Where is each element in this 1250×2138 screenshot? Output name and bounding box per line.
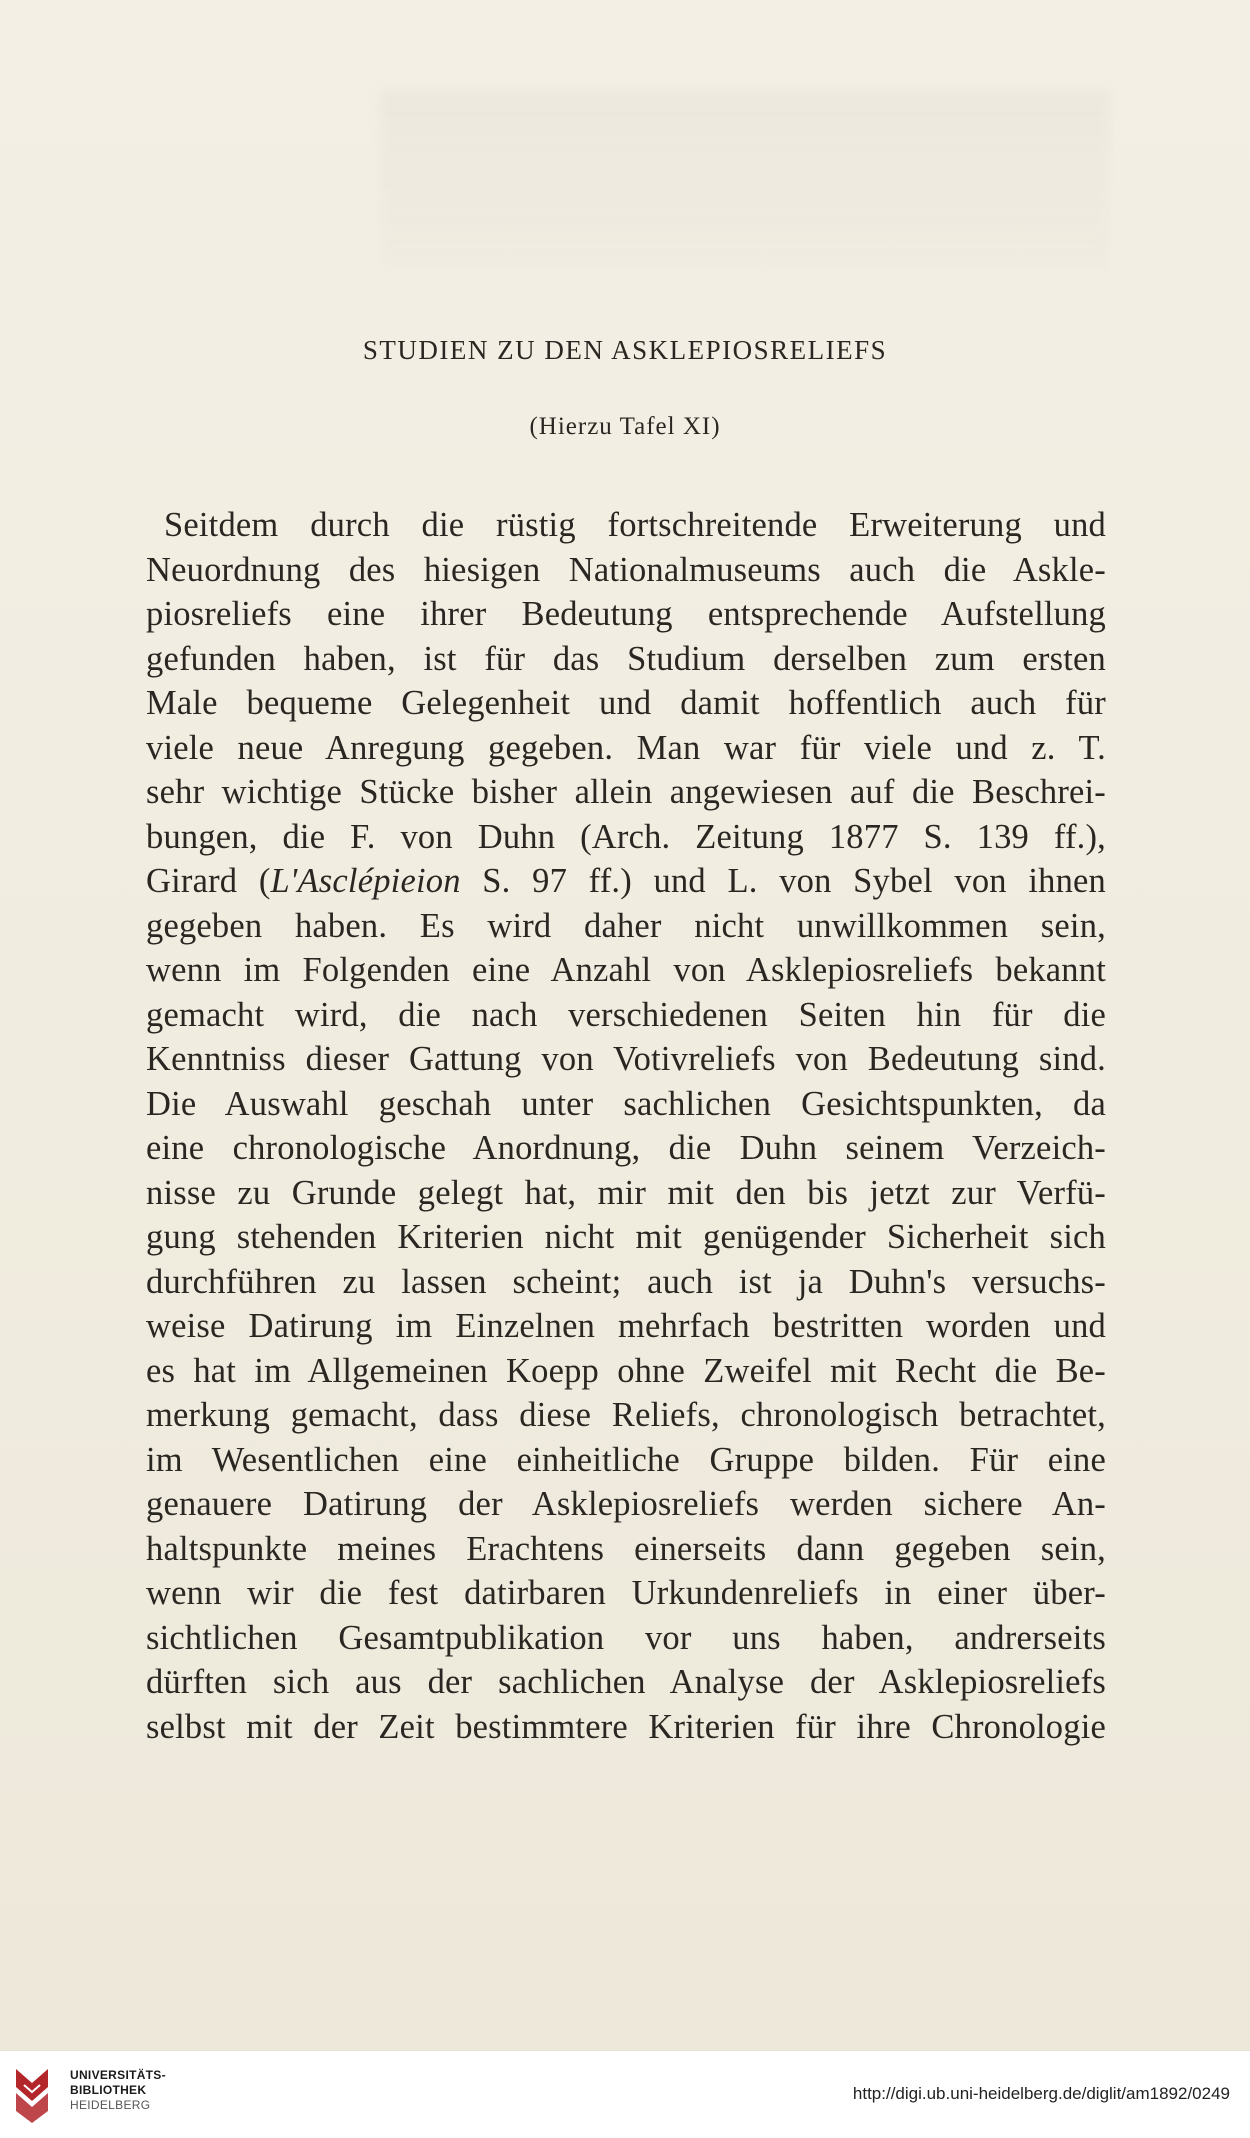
text-line: eine chronologische Anordnung, die Duhn seinem Verzeich- <box>146 1129 1106 1167</box>
text-line: durchführen zu lassen scheint; auch ist ja Duhn's versuchs- <box>146 1262 1106 1301</box>
text-line: Neuordnung des hiesigen Nationalmuseums auch die Askle- <box>146 550 1106 589</box>
text-line: nisse zu Grunde gelegt hat, mir mit den bis jetzt zur Verfü- <box>146 1173 1106 1212</box>
text-line: wenn im Folgenden eine Anzahl von Asklepiosreliefs bekannt <box>146 951 1106 989</box>
text-line: gung stehenden Kriterien nicht mit genügender Sicherheit sich <box>146 1218 1106 1256</box>
text-segment: S. 97 ff.) und L. von Sybel von ihnen <box>460 862 1106 900</box>
text-line: Male bequeme Gelegenheit und damit hoffentlich auch für <box>146 684 1106 722</box>
bleed-through-shadow <box>380 90 1110 270</box>
viewer-footer <box>0 2050 1250 2138</box>
library-name <box>70 2068 166 2113</box>
library-name-line: BIBLIOTHEK <box>70 2083 147 2097</box>
text-line: Seitdem durch die rüstig fortschreitende Erweiterung und <box>164 506 1106 544</box>
text-line: wenn wir die fest datirbaren Urkundenreliefs in einer über- <box>146 1574 1106 1612</box>
text-line: sichtlichen Gesamtpublikation vor uns haben, andrerseits <box>146 1618 1106 1657</box>
text-line: merkung gemacht, dass diese Reliefs, chronologisch betrachtet, <box>146 1396 1106 1434</box>
text-line: es hat im Allgemeinen Koepp ohne Zweifel mit Recht die Be- <box>146 1351 1106 1390</box>
text-line: piosreliefs eine ihrer Bedeutung entsprechende Aufstellung <box>146 595 1106 633</box>
text-line <box>146 859 1106 904</box>
page-subtitle: (Hierzu Tafel XI) <box>529 413 721 440</box>
university-library-logo-icon <box>12 2065 52 2123</box>
text-line: genauere Datirung der Asklepiosreliefs werden sichere An- <box>146 1485 1106 1523</box>
text-line: sehr wichtige Stücke bisher allein angewiesen auf die Beschrei- <box>146 773 1106 811</box>
text-line: viele neue Anregung gegeben. Man war für viele und z. T. <box>146 728 1106 767</box>
italic-title: L'Asclépieion <box>270 862 461 900</box>
text-line: selbst mit der Zeit bestimmtere Kriterien für ihre Chronologie <box>146 1707 1106 1746</box>
text-line: bungen, die F. von Duhn (Arch. Zeitung 1877 S. 139 ff.), <box>146 817 1106 856</box>
text-line: im Wesentlichen eine einheitliche Gruppe bilden. Für eine <box>146 1440 1106 1479</box>
text-line: weise Datirung im Einzelnen mehrfach bestritten worden und <box>146 1307 1106 1345</box>
text-line: Kenntniss dieser Gattung von Votivreliefs von Bedeutung sind. <box>146 1040 1106 1078</box>
page-title: STUDIEN ZU DEN ASKLEPIOSRELIEFS <box>362 335 888 365</box>
library-name-line: UNIVERSITÄTS- <box>70 2068 166 2082</box>
text-line: gemacht wird, die nach verschiedenen Seiten hin für die <box>146 995 1106 1034</box>
library-name-line: HEIDELBERG <box>70 2098 151 2112</box>
text-line: Die Auswahl geschah unter sachlichen Gesichtspunkten, da <box>146 1084 1106 1123</box>
text-line: gegeben haben. Es wird daher nicht unwillkommen sein, <box>146 906 1106 945</box>
text-segment: Girard ( <box>146 862 271 900</box>
body-paragraph <box>146 503 1106 1749</box>
text-line: dürften sich aus der sachlichen Analyse der Asklepiosreliefs <box>146 1663 1106 1701</box>
text-line: gefunden haben, ist für das Studium derselben zum ersten <box>146 639 1106 678</box>
permalink-url[interactable]: http://digi.ub.uni-heidelberg.de/diglit/am1892/0249 <box>852 2084 1230 2103</box>
text-line: haltspunkte meines Erachtens einerseits dann gegeben sein, <box>146 1529 1106 1568</box>
